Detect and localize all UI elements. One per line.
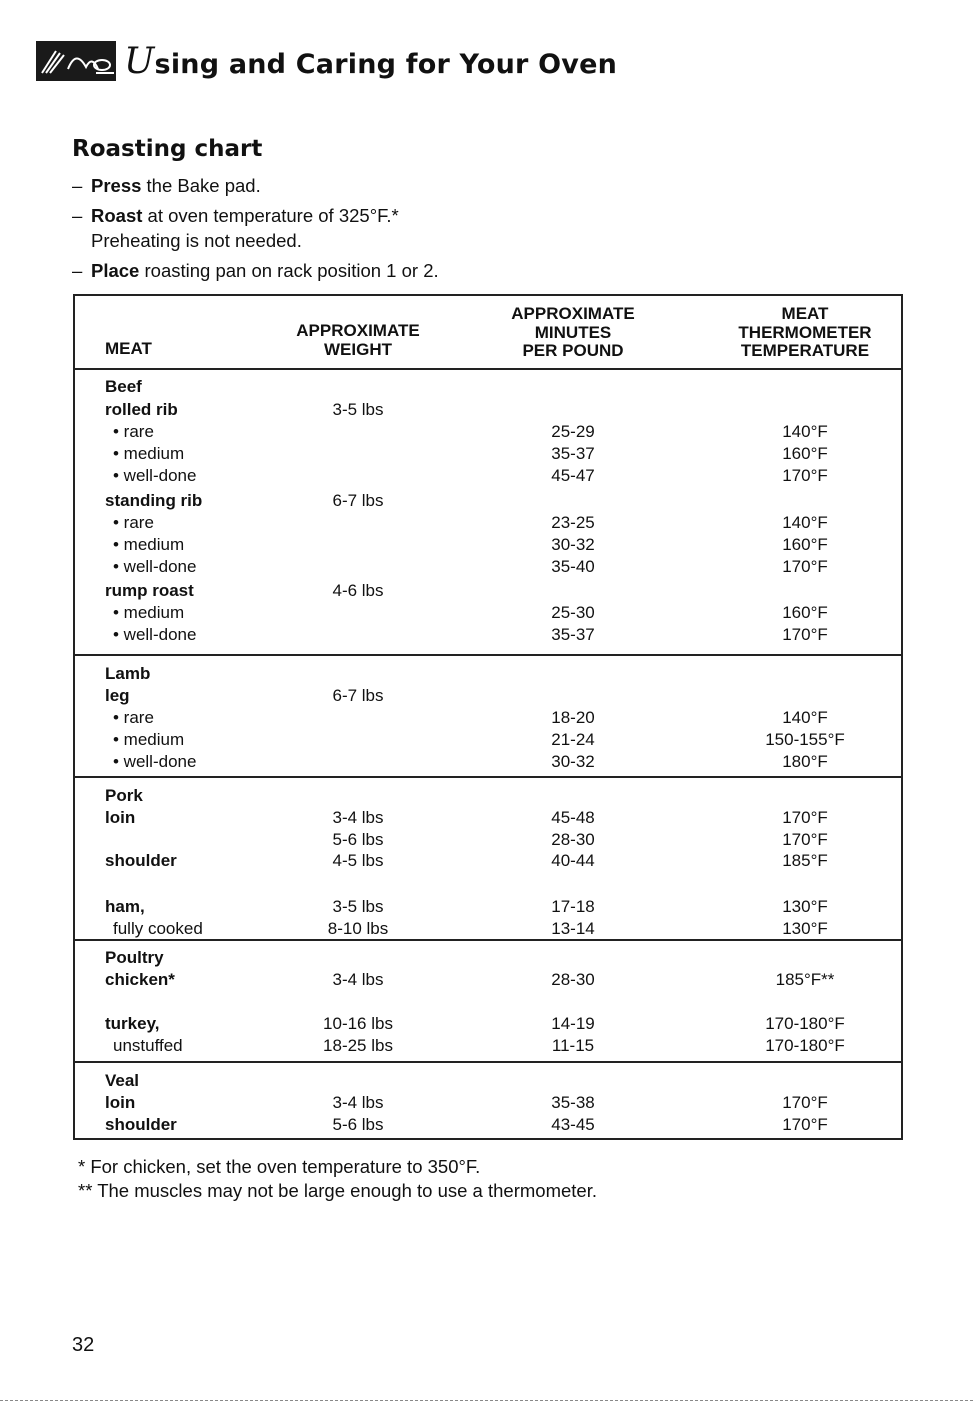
- temperature-cell: 140°F: [782, 708, 828, 727]
- minutes-cell: 45-47: [551, 466, 595, 485]
- table-row: [75, 918, 901, 940]
- page-header-title: Using and Caring for Your Oven: [124, 40, 618, 82]
- category-label: Pork: [105, 786, 143, 805]
- weight-cell: 3-4 lbs: [332, 808, 384, 827]
- temperature-cell: 130°F: [782, 897, 828, 916]
- table-row: [75, 465, 901, 487]
- table-row: [75, 1092, 901, 1114]
- temperature-cell: 170°F: [782, 1093, 828, 1112]
- temperature-cell: 130°F: [782, 919, 828, 938]
- meat-cut-label: shoulder: [105, 851, 177, 870]
- table-row: [75, 896, 901, 918]
- weight-cell: 5-6 lbs: [332, 1115, 384, 1134]
- footnote: * For chicken, set the oven temperature to 350°F.: [78, 1156, 481, 1177]
- meat-cut-label: • well-done: [113, 557, 197, 576]
- instruction-item: – Roast at oven temperature of 325°F.* Preheating is not needed.: [72, 205, 399, 251]
- meat-cut-label: • medium: [113, 730, 185, 749]
- temperature-cell: 170-180°F: [765, 1014, 845, 1033]
- meat-cut-label: • well-done: [113, 752, 197, 771]
- meat-cut-label: • medium: [113, 603, 185, 622]
- table-row: [75, 534, 901, 556]
- temperature-cell: 170°F: [782, 466, 828, 485]
- table-row: [75, 443, 901, 465]
- table-row: [75, 1114, 901, 1136]
- table-row: [75, 580, 901, 602]
- category-label: Veal: [105, 1071, 140, 1090]
- meat-cut-label: standing rib: [105, 491, 203, 510]
- footnotes: [78, 1155, 597, 1203]
- category-row: [75, 663, 901, 685]
- temperature-cell: 180°F: [782, 752, 828, 771]
- category-label: Poultry: [105, 948, 164, 967]
- weight-cell: 10-16 lbs: [323, 1014, 393, 1033]
- temperature-cell: 160°F: [782, 603, 828, 622]
- minutes-cell: 25-30: [551, 603, 595, 622]
- table-row: [75, 685, 901, 707]
- meat-cut-label: • medium: [113, 535, 185, 554]
- weight-cell: 6-7 lbs: [332, 686, 384, 705]
- weight-cell: 3-4 lbs: [332, 970, 384, 989]
- meat-cut-label: unstuffed: [113, 1036, 183, 1055]
- meat-cut-label: chicken*: [105, 970, 175, 989]
- minutes-cell: 43-45: [551, 1115, 595, 1134]
- meat-group-lamb: [75, 656, 901, 778]
- table-row: [75, 969, 901, 991]
- meat-cut-label: loin: [105, 808, 136, 827]
- weight-cell: 4-5 lbs: [332, 851, 384, 870]
- table-row: [75, 556, 901, 578]
- temperature-cell: 185°F: [782, 851, 828, 870]
- meat-cut-label: leg: [105, 686, 130, 705]
- meat-group-poultry: [75, 941, 901, 1063]
- minutes-cell: 18-20: [551, 708, 595, 727]
- table-row: [75, 1035, 901, 1057]
- temperature-cell: 185°F**: [775, 970, 835, 989]
- temperature-cell: 170-180°F: [765, 1036, 845, 1055]
- instructions: [72, 173, 439, 288]
- minutes-cell: 28-30: [551, 830, 595, 849]
- weight-cell: 3-5 lbs: [332, 400, 384, 419]
- meat-cut-label: • medium: [113, 444, 185, 463]
- table-row: [75, 729, 901, 751]
- minutes-cell: 25-29: [551, 422, 595, 441]
- temperature-cell: 160°F: [782, 535, 828, 554]
- temperature-cell: 140°F: [782, 422, 828, 441]
- meat-cut-label: rump roast: [105, 581, 194, 600]
- page-header: [36, 36, 617, 86]
- weight-cell: 4-6 lbs: [332, 581, 384, 600]
- header-temperature: MEAT THERMOMETER TEMPERATURE: [738, 304, 872, 360]
- meat-cut-label: shoulder: [105, 1115, 177, 1134]
- minutes-cell: 35-38: [551, 1093, 595, 1112]
- meat-cut-label: fully cooked: [113, 919, 203, 938]
- meat-cut-label: loin: [105, 1093, 136, 1112]
- weight-cell: 5-6 lbs: [332, 830, 384, 849]
- minutes-cell: 45-48: [551, 808, 595, 827]
- table-row: [75, 624, 901, 646]
- meat-cut-label: • well-done: [113, 466, 197, 485]
- minutes-cell: 35-37: [551, 444, 595, 463]
- temperature-cell: 140°F: [782, 513, 828, 532]
- temperature-cell: 170°F: [782, 808, 828, 827]
- temperature-cell: 160°F: [782, 444, 828, 463]
- cooking-pan-icon: [36, 41, 116, 81]
- page-number: 32: [72, 1334, 95, 1356]
- category-row: [75, 947, 901, 969]
- table-row: [75, 707, 901, 729]
- section-title: Roasting chart: [72, 136, 263, 162]
- table-header: [75, 296, 901, 370]
- table-row: [75, 850, 901, 872]
- table-row: [75, 829, 901, 851]
- bottom-rule: [0, 1400, 973, 1401]
- minutes-cell: 23-25: [551, 513, 595, 532]
- header-minutes: APPROXIMATE MINUTES PER POUND: [511, 304, 635, 360]
- meat-cut-label: • rare: [113, 513, 154, 532]
- minutes-cell: 11-15: [551, 1036, 595, 1055]
- temperature-cell: 150-155°F: [765, 730, 845, 749]
- category-row: [75, 376, 901, 398]
- table-row: [75, 512, 901, 534]
- category-row: [75, 1070, 901, 1092]
- weight-cell: 3-5 lbs: [332, 897, 384, 916]
- meat-group-pork: [75, 778, 901, 941]
- minutes-cell: 35-40: [551, 557, 595, 576]
- instruction-item: – Place roasting pan on rack position 1 or 2.: [72, 260, 439, 281]
- temperature-cell: 170°F: [782, 830, 828, 849]
- table-row: [75, 751, 901, 773]
- minutes-cell: 21-24: [551, 730, 595, 749]
- meat-group-beef: [75, 368, 901, 656]
- table-row: [75, 399, 901, 421]
- minutes-cell: 30-32: [551, 752, 595, 771]
- roasting-table: [73, 294, 903, 1140]
- minutes-cell: 40-44: [551, 851, 595, 870]
- temperature-cell: 170°F: [782, 557, 828, 576]
- meat-cut-label: • rare: [113, 422, 154, 441]
- table-row: [75, 1013, 901, 1035]
- weight-cell: 6-7 lbs: [332, 491, 384, 510]
- minutes-cell: 17-18: [551, 897, 595, 916]
- minutes-cell: 14-19: [551, 1014, 595, 1033]
- footnote: ** The muscles may not be large enough to use a thermometer.: [78, 1180, 597, 1201]
- temperature-cell: 170°F: [782, 1115, 828, 1134]
- category-label: Lamb: [105, 664, 151, 683]
- meat-cut-label: • rare: [113, 708, 154, 727]
- weight-cell: 18-25 lbs: [323, 1036, 393, 1055]
- header-meat: MEAT: [105, 339, 152, 358]
- table-row: [75, 807, 901, 829]
- minutes-cell: 35-37: [551, 625, 595, 644]
- meat-cut-label: ham,: [105, 897, 145, 916]
- minutes-cell: 13-14: [551, 919, 595, 938]
- instruction-item: – Press the Bake pad.: [72, 175, 261, 196]
- table-row: [75, 490, 901, 512]
- category-row: [75, 785, 901, 807]
- table-row: [75, 421, 901, 443]
- category-label: Beef: [105, 377, 142, 396]
- temperature-cell: 170°F: [782, 625, 828, 644]
- table-row: [75, 602, 901, 624]
- weight-cell: 3-4 lbs: [332, 1093, 384, 1112]
- weight-cell: 8-10 lbs: [327, 919, 389, 938]
- meat-cut-label: • well-done: [113, 625, 197, 644]
- meat-cut-label: rolled rib: [105, 400, 178, 419]
- meat-cut-label: turkey,: [105, 1014, 160, 1033]
- minutes-cell: 28-30: [551, 970, 595, 989]
- meat-group-veal: [75, 1063, 901, 1140]
- minutes-cell: 30-32: [551, 535, 595, 554]
- header-weight: APPROXIMATE WEIGHT: [296, 321, 420, 359]
